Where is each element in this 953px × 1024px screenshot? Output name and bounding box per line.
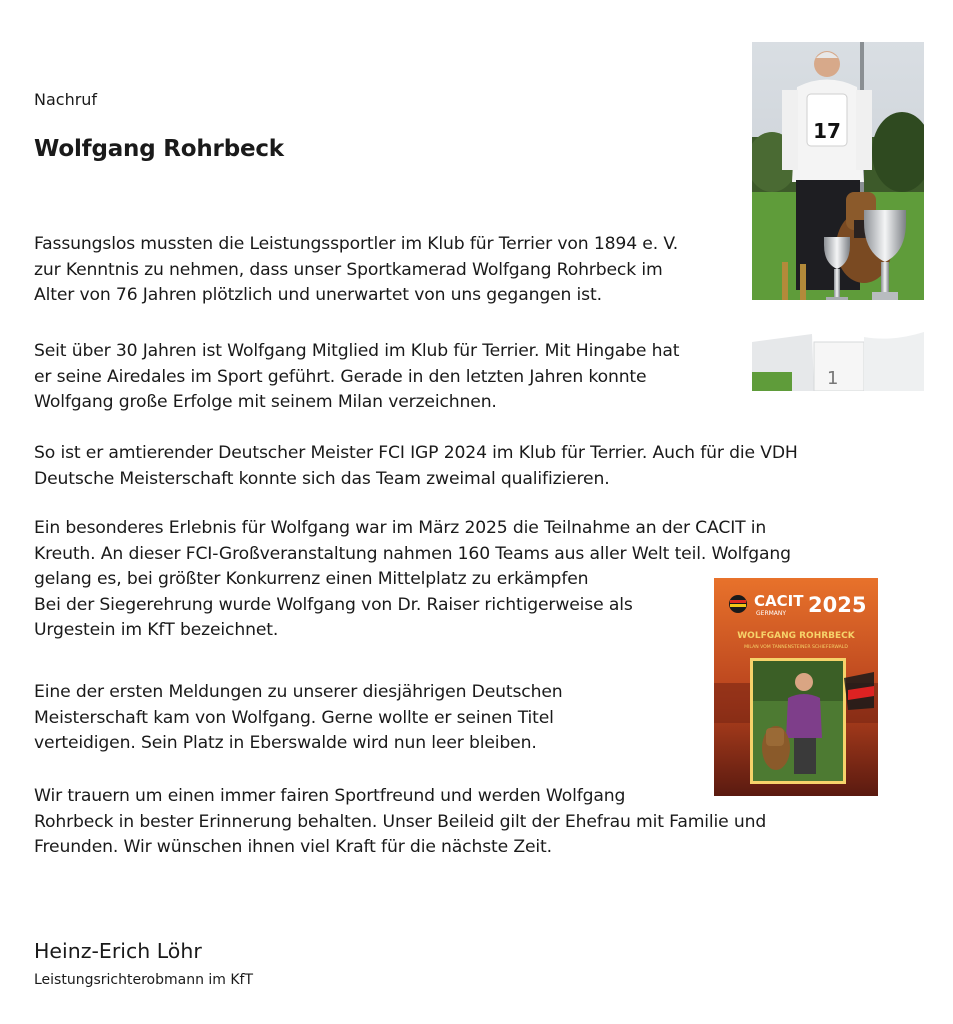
paragraph-line: zur Kenntnis zu nehmen, dass unser Sportkamerad Wolfgang Rohrbeck im [34,259,663,280]
cacit-poster [714,578,878,796]
paragraph-line: Meisterschaft kam von Wolfgang. Gerne wollte er seinen Titel [34,707,554,728]
paragraph-line: gelang es, bei größter Konkurrenz einen Mittelplatz zu erkämpfen [34,569,589,589]
poster-year: 2025 [808,593,867,617]
paragraph-line: Eine der ersten Meldungen zu unserer diesjährigen Deutschen [34,682,563,702]
paragraph-line: Ein besonderes Erlebnis für Wolfgang war im März 2025 die Teilnahme an der CACIT in [34,518,767,538]
handler-photo-illustration [752,42,924,391]
podium-number: 1 [827,368,839,389]
paragraph-line: Seit über 30 Jahren ist Wolfgang Mitglied im Klub für Terrier. Mit Hingabe hat [34,341,680,361]
paragraph-line: Freunden. Wir wünschen ihnen viel Kraft für die nächste Zeit. [34,837,552,857]
paragraph-line: Fassungslos mussten die Leistungssportler im Klub für Terrier von 1894 e. V. [34,234,679,254]
paragraph-line: Kreuth. An dieser FCI-Großveranstaltung nahmen 160 Teams aus aller Welt teil. Wolfgang [34,543,791,564]
paragraph-line: So ist er amtierender Deutscher Meister FCI IGP 2024 im Klub für Terrier. Auch für die VDH [34,443,798,463]
signature-name: Heinz-Erich Löhr [34,939,202,963]
signature-role: Leistungsrichterobmann im KfT [34,972,254,988]
poster-dog: MILAN VOM TANNENSTEINER SCHIEFERWALD [744,645,848,650]
article-title: Wolfgang Rohrbeck [34,136,284,162]
paragraph-3 [34,441,798,492]
paragraph-line: er seine Airedales im Sport geführt. Gerade in den letzten Jahren konnte [34,366,647,387]
poster-country: GERMANY [756,610,787,617]
paragraph-4 [34,516,791,644]
paragraph-5 [34,680,563,757]
article-kicker: Nachruf [34,90,98,109]
paragraph-line: Bei der Siegerehrung wurde Wolfgang von Dr. Raiser richtigerweise als [34,594,633,615]
paragraph-line: Rohrbeck in bester Erinnerung behalten. Unser Beileid gilt der Ehefrau mit Familie und [34,811,767,832]
poster-event: CACIT [754,592,804,610]
paragraph-line: Wir trauern um einen immer fairen Sportfreund und werden Wolfgang [34,786,626,806]
paragraph-line: verteidigen. Sein Platz in Eberswalde wird nun leer bleiben. [34,733,537,753]
poster-name: WOLFGANG ROHRBECK [737,631,855,641]
cacit-poster-illustration [714,578,878,796]
paragraph-2 [34,339,679,416]
paragraph-line: Alter von 76 Jahren plötzlich und unerwartet von uns gegangen ist. [34,285,602,305]
bib-number: 17 [813,119,841,143]
paragraph-line: Wolfgang große Erfolge mit seinem Milan verzeichnen. [34,392,497,412]
paragraph-1 [34,232,678,309]
handler-photo [752,42,924,391]
paragraph-line: Urgestein im KfT bezeichnet. [34,620,279,640]
paragraph-6 [34,784,766,861]
paragraph-line: Deutsche Meisterschaft konnte sich das Team zweimal qualifizieren. [34,468,610,489]
